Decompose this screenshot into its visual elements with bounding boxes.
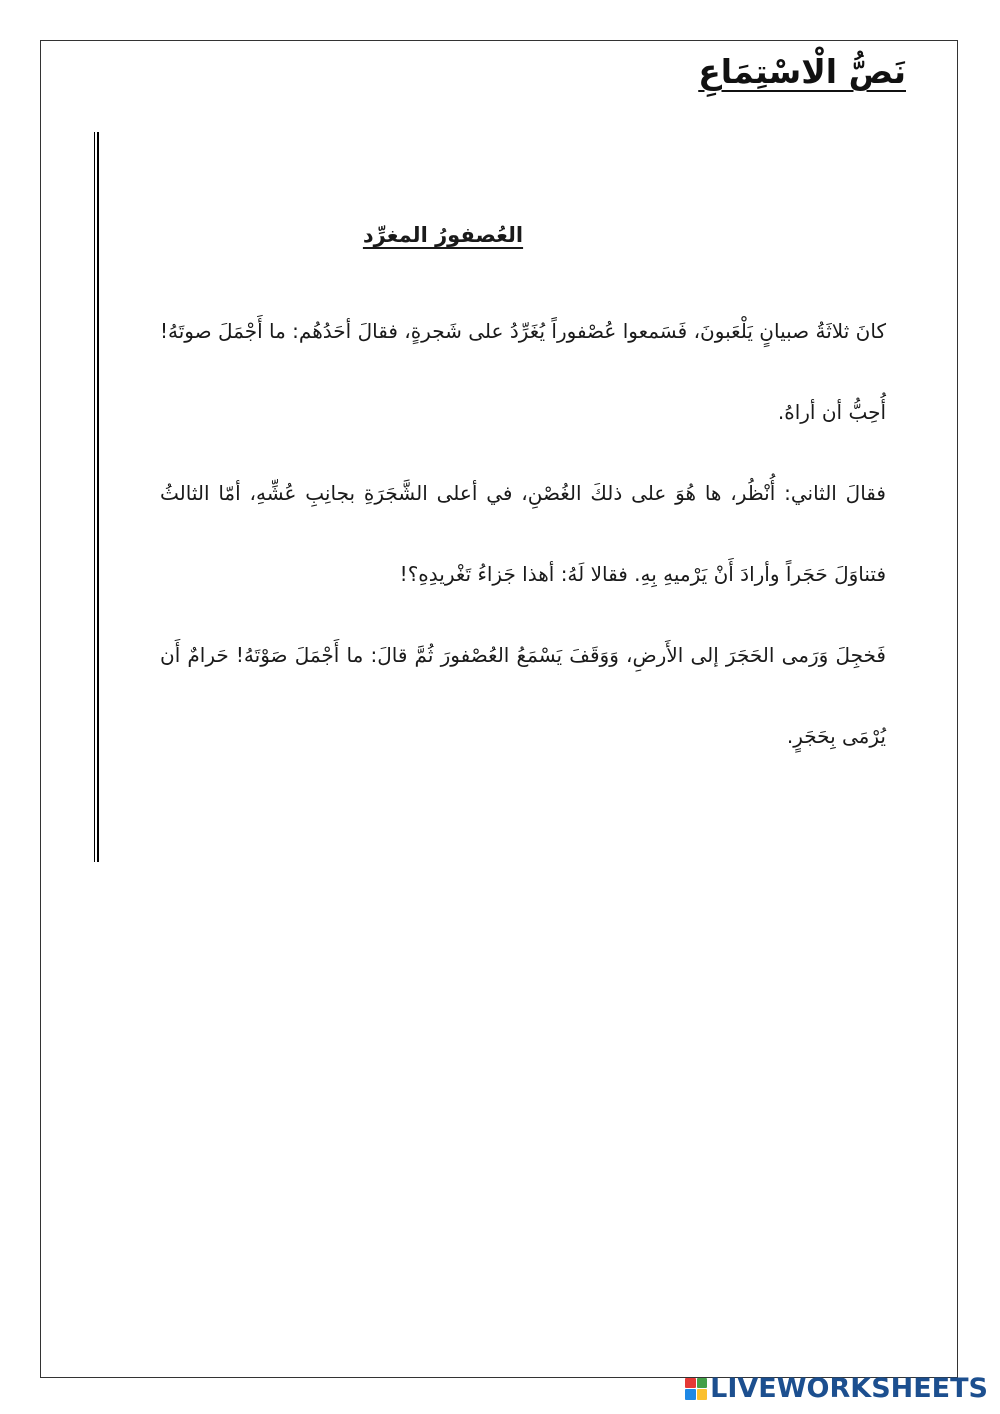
liveworksheets-logo-icon	[685, 1378, 707, 1400]
logo-square-yellow	[697, 1389, 708, 1400]
side-rule	[94, 132, 99, 862]
page-heading: نَصُّ الْاسْتِمَاعِ	[698, 52, 906, 91]
story-title: العُصفورُ المغرِّد	[362, 223, 524, 247]
story-paragraphs	[160, 291, 886, 777]
logo-square-red	[685, 1378, 696, 1389]
story-paragraph-1: كانَ ثلاثَةُ صبيانٍ يَلْعَبونَ، فَسَمعوا عُصْفوراً يُغَرِّدُ على شَجرةٍ، فقالَ أحَدُهُم: ما أَجْمَلَ صوتَهُ! أُحِبُّ أن أراهُ.	[160, 319, 886, 424]
watermark-text: LIVEWORKSHEETS	[710, 1373, 988, 1404]
story-paragraph-2: فقالَ الثاني: أُنْظُر، ها هُوَ على ذلكَ الغُصْنِ، في أعلى الشَّجَرَةِ بجانِبِ عُشِّهِ، أمّا الثالثُ فتناوَلَ حَجَراً وأرادَ أَنْ يَرْميهِ بِهِ. فقالا لَهُ: أهذا جَزاءُ تَغْريدِهِ؟!	[160, 481, 886, 586]
story-paragraph-3: فَخجِلَ وَرَمى الحَجَرَ إلى الأَرضِ، وَوَقَفَ يَسْمَعُ العُصْفورَ ثُمَّ قالَ: ما أَجْمَلَ صَوْتَهُ! حَرامٌ أَن يُرْمَى بِحَجَرٍ.	[160, 643, 886, 748]
logo-square-green	[697, 1378, 708, 1389]
liveworksheets-watermark	[685, 1373, 988, 1404]
story-block	[160, 215, 886, 777]
logo-square-blue	[685, 1389, 696, 1400]
